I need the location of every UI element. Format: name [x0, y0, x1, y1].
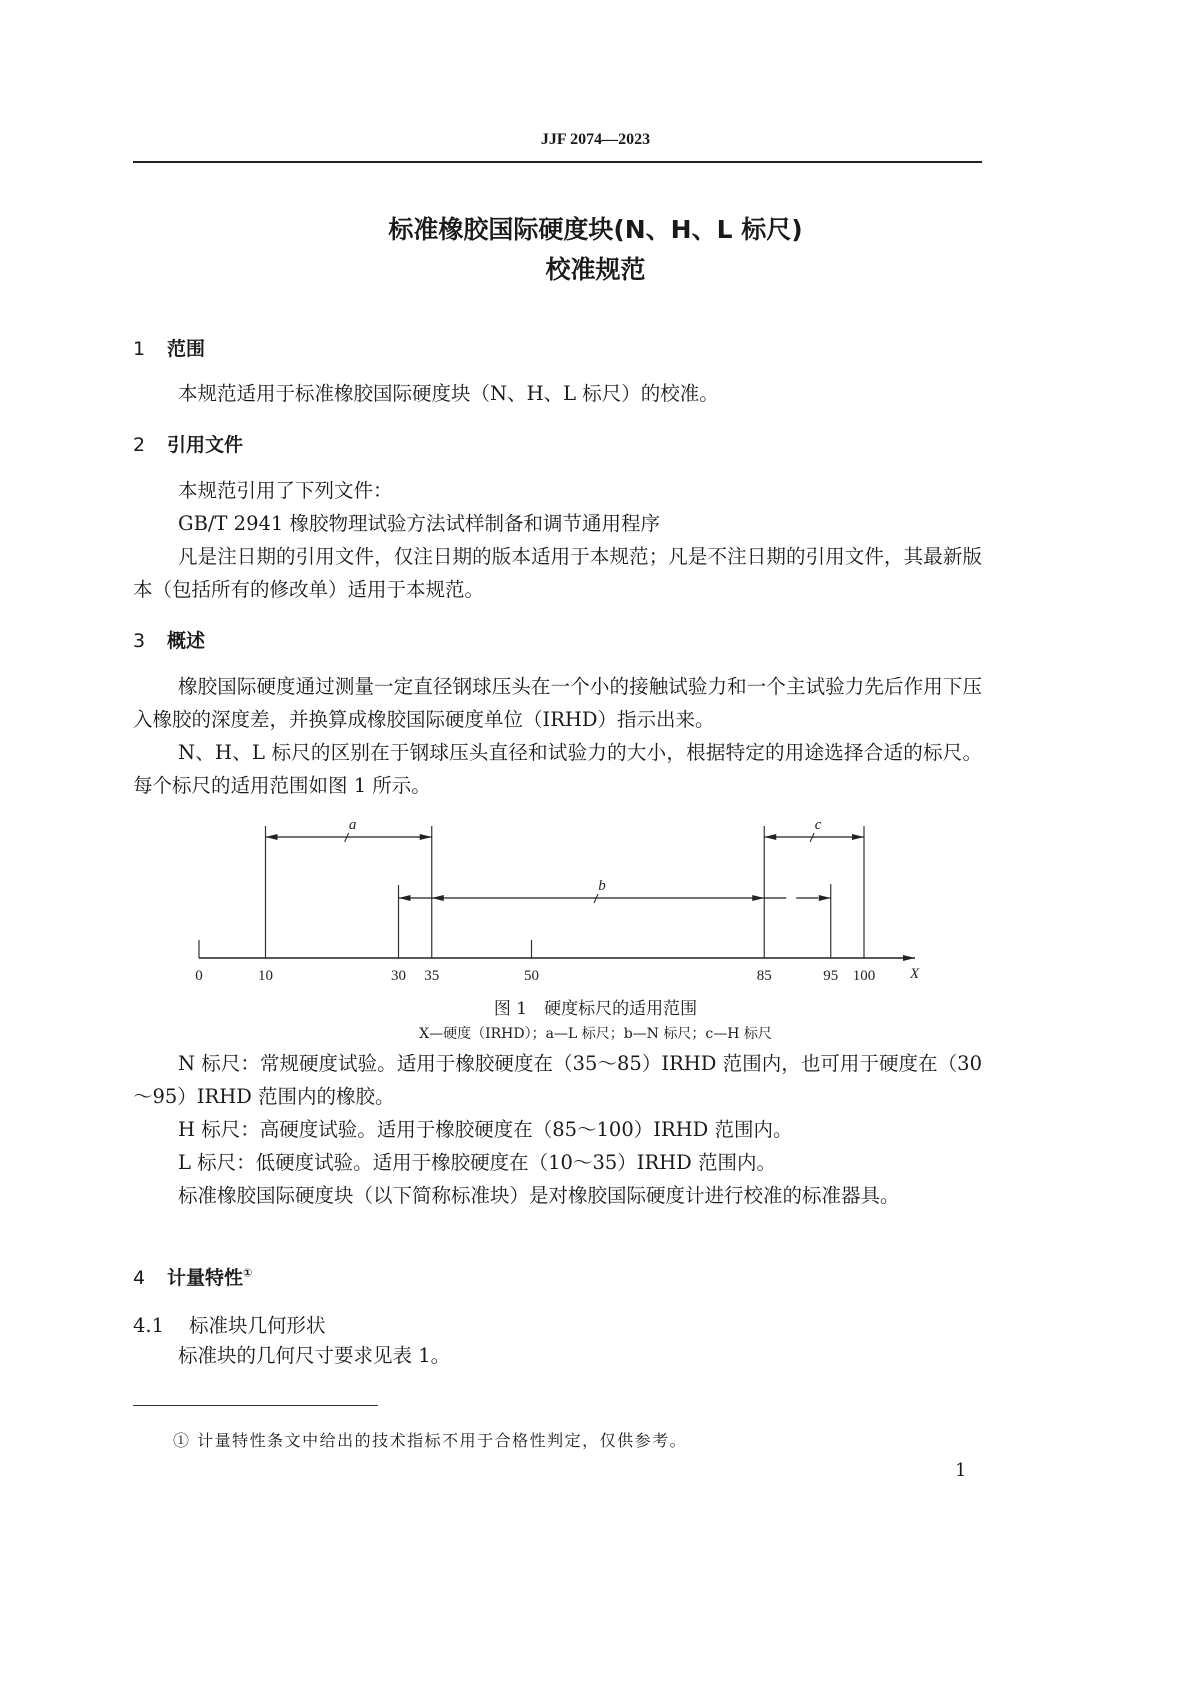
footnote: ① 计量特性条文中给出的技术指标不用于合格性判定，仅供参考。	[173, 1431, 688, 1450]
range-a-arrowhead-right	[420, 834, 432, 840]
section-title: 概述	[167, 630, 206, 652]
range-b-inner-arrowhead	[432, 895, 444, 901]
figure-legend: X—硬度（IRHD）；a—L 标尺；b—N 标尺；c—H 标尺	[419, 1026, 772, 1042]
document-subtitle: 校准规范	[545, 255, 646, 284]
range-b-arrowhead-left	[399, 895, 411, 901]
footnote-rule	[133, 1405, 378, 1406]
section-1-heading	[133, 334, 205, 361]
section-title: 范围	[167, 338, 206, 360]
tick-label: 50	[524, 968, 539, 984]
section-3-heading	[133, 626, 205, 653]
footnote-reference[interactable]: ①	[243, 1266, 253, 1280]
paragraph: N 标尺：常规硬度试验。适用于橡胶硬度在（35～85）IRHD 范围内，也可用于硬度在（30～95）IRHD 范围内的橡胶。	[133, 1052, 982, 1108]
paragraph: 橡胶国际硬度通过测量一定直径钢球压头在一个小的接触试验力和一个主试验力先后作用下压入橡胶的深度差，并换算成橡胶国际硬度单位（IRHD）指示出来。	[133, 675, 982, 731]
tick-label: 10	[258, 968, 273, 984]
tick-label: 100	[852, 968, 876, 984]
tick-label: 30	[391, 968, 406, 984]
header-rule	[133, 161, 982, 163]
paragraph: 本规范引用了下列文件：	[178, 479, 393, 502]
section-number: 3	[133, 630, 146, 652]
tick-label: 35	[424, 968, 440, 984]
subsection-4-1-heading	[133, 1310, 326, 1338]
range-b-label: b	[598, 878, 606, 894]
tick-label: 85	[756, 968, 772, 984]
paragraph: 标准块的几何尺寸要求见表 1。	[178, 1344, 451, 1367]
range-a-arrowhead-left	[266, 834, 278, 840]
subsection-number: 4.1	[133, 1314, 165, 1337]
page-number: 1	[955, 1460, 967, 1481]
section-title: 计量特性	[167, 1267, 244, 1289]
range-c-label: c	[814, 817, 822, 833]
paragraph: N、H、L 标尺的区别在于钢球压头直径和试验力的大小，根据特定的用途选择合适的标尺。每个标尺的适用范围如图 1 所示。	[133, 741, 982, 797]
range-b-extension-arrowhead	[819, 895, 831, 901]
document-title: 标准橡胶国际硬度块(N、H、L 标尺)	[388, 215, 803, 244]
range-c-arrowhead-right	[852, 834, 864, 840]
figure-1-hardness-scale-ranges	[0, 800, 1191, 1000]
axis-label: X	[910, 966, 920, 982]
range-a-label: a	[348, 817, 357, 833]
tick-label: 95	[823, 968, 839, 984]
section-number: 4	[133, 1267, 146, 1289]
paragraph: L 标尺：低硬度试验。适用于橡胶硬度在（10～35）IRHD 范围内。	[178, 1151, 776, 1174]
paragraph: 本规范适用于标准橡胶国际硬度块（N、H、L 标尺）的校准。	[178, 382, 719, 405]
x-axis-arrowhead	[903, 955, 915, 961]
paragraph: H 标尺：高硬度试验。适用于橡胶硬度在（85～100）IRHD 范围内。	[178, 1118, 793, 1141]
range-c-arrowhead-left	[764, 834, 776, 840]
reference-item: GB/T 2941 橡胶物理试验方法试样制备和调节通用程序	[178, 512, 661, 535]
document-code-header: JJF 2074—2023	[540, 131, 651, 148]
range-b-arrowhead-right	[752, 895, 764, 901]
subsection-title: 标准块几何形状	[189, 1314, 326, 1337]
paragraph: 标准橡胶国际硬度块（以下简称标准块）是对橡胶国际硬度计进行校准的标准器具。	[178, 1184, 900, 1207]
section-title: 引用文件	[167, 434, 244, 456]
paragraph: 凡是注日期的引用文件，仅注日期的版本适用于本规范；凡是不注日期的引用文件，其最新版本（包括所有的修改单）适用于本规范。	[133, 545, 982, 601]
tick-label: 0	[195, 968, 203, 984]
section-2-heading	[133, 430, 243, 457]
section-number: 1	[133, 338, 146, 360]
figure-caption: 图 1 硬度标尺的适用范围	[493, 999, 698, 1019]
section-number: 2	[133, 434, 146, 456]
section-4-heading	[133, 1263, 252, 1290]
